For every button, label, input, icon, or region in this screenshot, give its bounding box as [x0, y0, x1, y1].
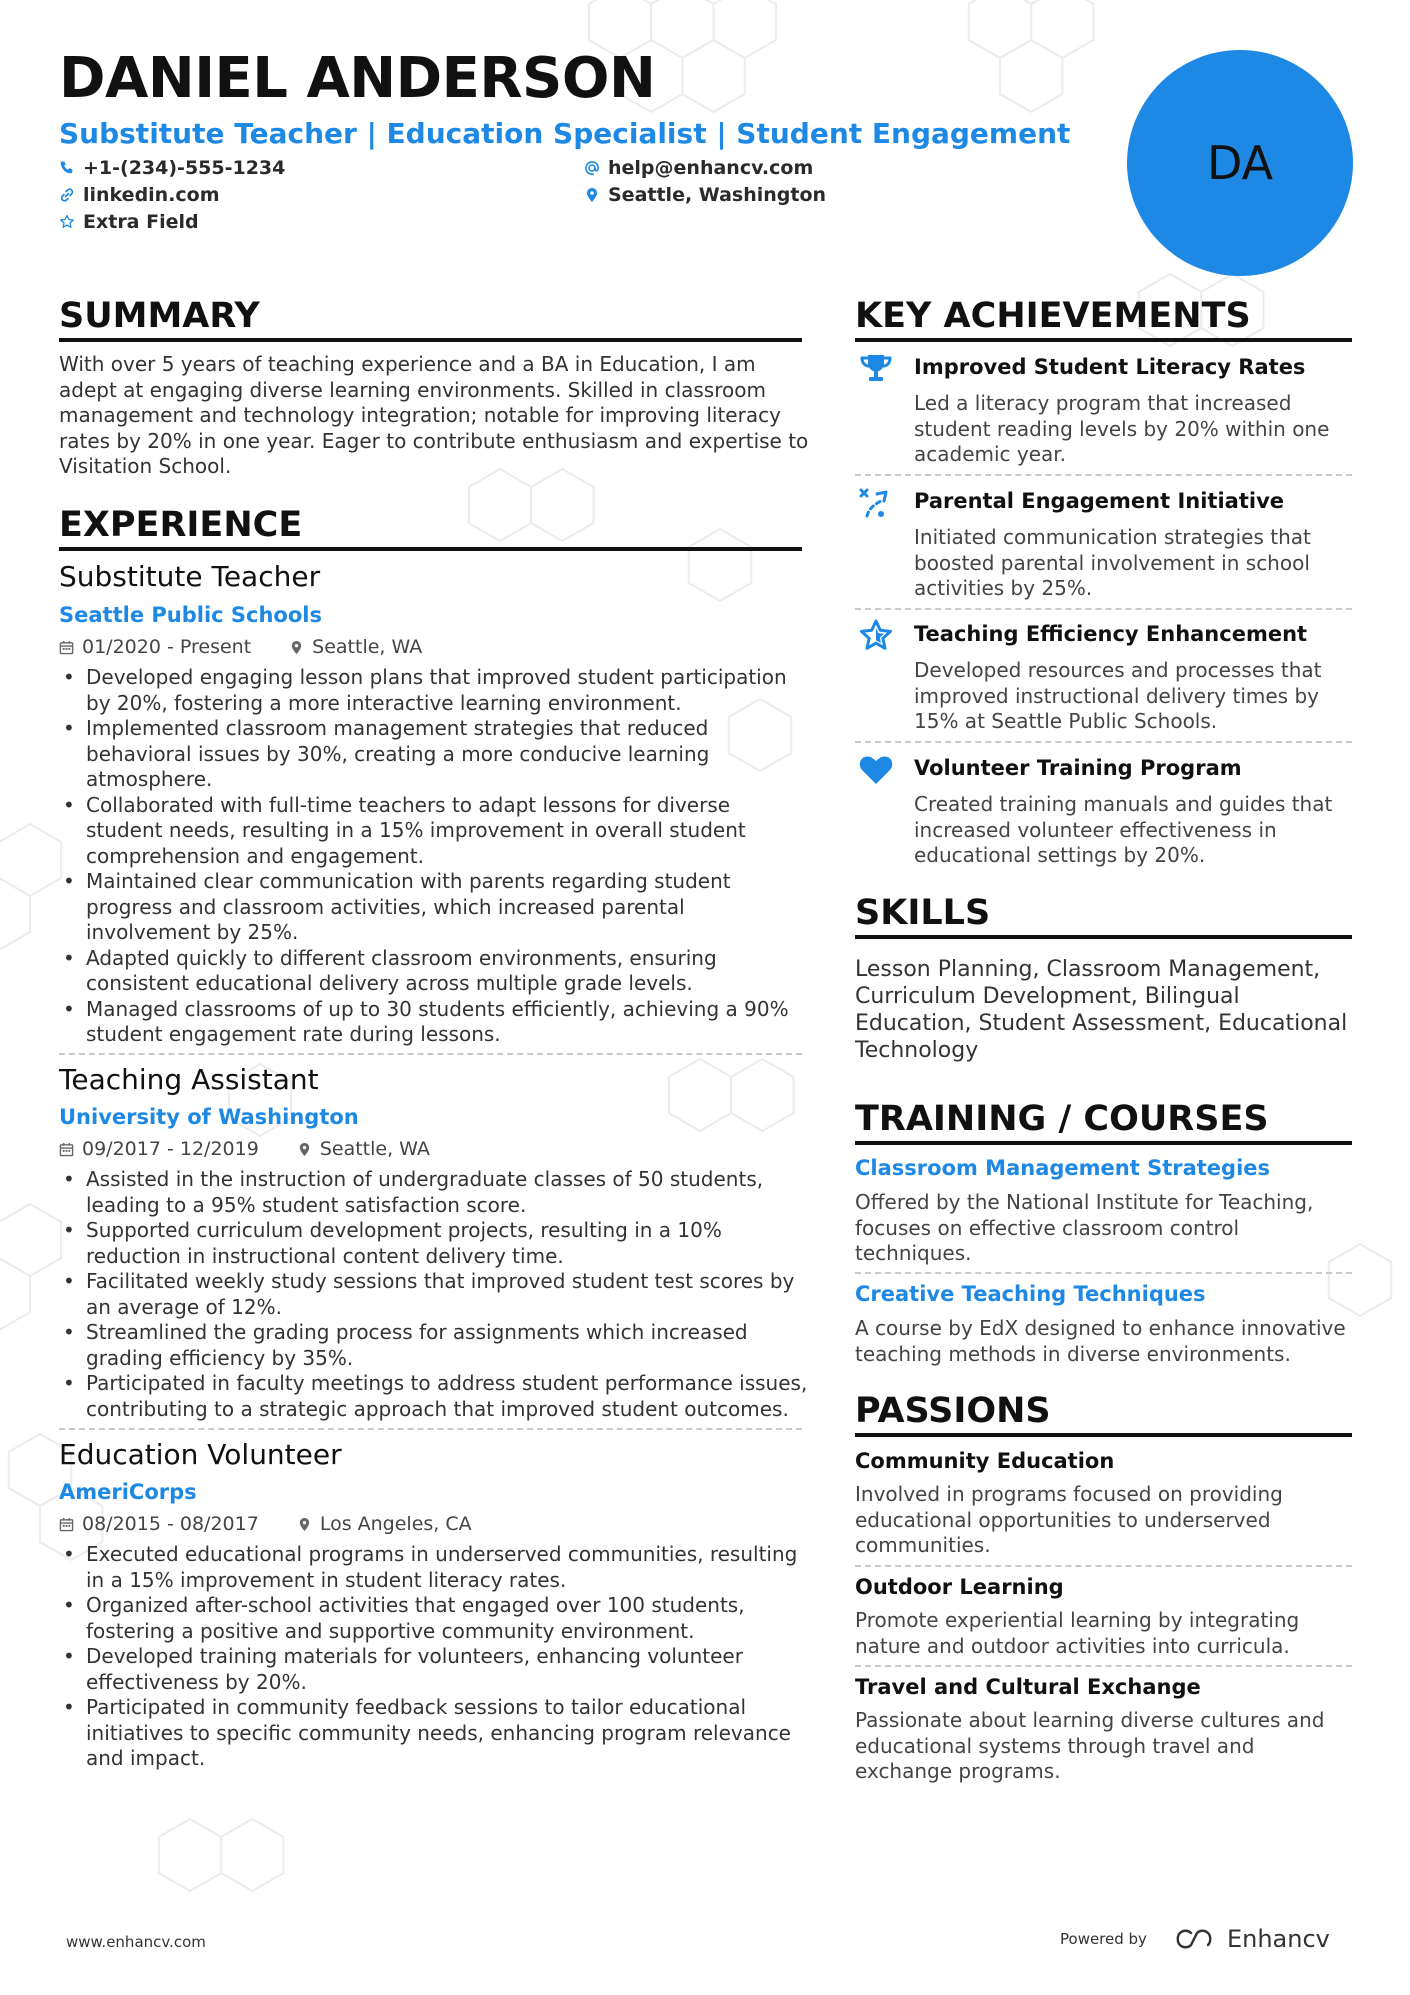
- at-icon: [584, 160, 600, 176]
- job-title: Education Volunteer: [59, 1438, 342, 1471]
- footer-powered: [1060, 1925, 1330, 1953]
- skills-heading: SKILLS: [855, 893, 1352, 939]
- bullet-item: • Maintained clear communication with parents regarding student progress and classroom activities, which increased parental involvement by 25%.: [59, 869, 809, 946]
- bullet-item: • Participated in faculty meetings to address student performance issues, contributing to a strategic approach that improved student outcomes.: [59, 1371, 809, 1422]
- divider: [855, 474, 1352, 476]
- bullet-item: • Streamlined the grading process for assignments which increased grading efficiency by 35%.: [59, 1320, 809, 1371]
- job-dates: 08/2015 - 08/2017: [82, 1513, 259, 1535]
- divider: [855, 741, 1352, 743]
- job-meta: [59, 1513, 472, 1535]
- job-bullets: [59, 665, 809, 1048]
- passion-title: Travel and Cultural Exchange: [855, 1675, 1201, 1699]
- linkedin-text: linkedin.com: [83, 184, 220, 206]
- bullet-item: • Developed training materials for volunteers, enhancing volunteer effectiveness by 20%.: [59, 1644, 809, 1695]
- achievements-heading: KEY ACHIEVEMENTS: [855, 296, 1352, 342]
- job-company: Seattle Public Schools: [59, 603, 322, 627]
- training-heading: TRAINING / COURSES: [855, 1099, 1352, 1145]
- passion-title: Outdoor Learning: [855, 1575, 1064, 1599]
- location-contact: [584, 184, 826, 206]
- job-company: University of Washington: [59, 1105, 359, 1129]
- job-bullets: [59, 1167, 809, 1422]
- location-pin-icon: [297, 1517, 312, 1532]
- location-text: Seattle, Washington: [608, 184, 827, 206]
- achievement-desc: Created training manuals and guides that increased volunteer effectiveness in educational settings by 20%.: [914, 792, 1333, 867]
- passion-desc: Involved in programs focused on providing educational opportunities to underserved communities.: [855, 1482, 1283, 1557]
- bullet-item: • Assisted in the instruction of undergraduate classes of 50 students, leading to a 95% student satisfaction score.: [59, 1167, 809, 1218]
- achievement-title: Volunteer Training Program: [914, 756, 1242, 780]
- avatar-initials: DA: [1127, 50, 1353, 276]
- divider: [855, 608, 1352, 610]
- passion-desc: Passionate about learning diverse cultures and educational systems through travel and exchange programs.: [855, 1708, 1325, 1783]
- candidate-name: DANIEL ANDERSON: [59, 46, 656, 111]
- bullet-item: • Collaborated with full-time teachers to adapt lessons for diverse student needs, resulting in a 15% improvement in overall student comprehension and engagement.: [59, 793, 809, 870]
- job-meta: [59, 1138, 430, 1160]
- location-pin-icon: [297, 1142, 312, 1157]
- bullet-item: • Organized after-school activities that engaged over 100 students, fostering a positive and supportive community environment.: [59, 1593, 809, 1644]
- calendar-icon: [59, 1517, 74, 1532]
- job-location: Seattle, WA: [319, 1138, 430, 1160]
- summary-text: With over 5 years of teaching experience and a BA in Education, I am adept at engaging diverse learning environments. Skilled in classroom management and technology integration; notable for improving literacy rates by 20% in one year. Eager to contribute enthusiasm and expertise to Visitation School.: [59, 352, 809, 478]
- job-location: Los Angeles, CA: [319, 1513, 472, 1535]
- passions-heading: PASSIONS: [855, 1391, 1352, 1437]
- bullet-item: • Participated in community feedback sessions to tailor educational initiatives to specific community needs, enhancing program relevance and impact.: [59, 1695, 809, 1772]
- brand-name: Enhancv: [1226, 1925, 1330, 1953]
- skills-list: Lesson Planning, Classroom Management, Curriculum Development, Bilingual Education, Student Assessment, Educational Technology: [855, 957, 1348, 1063]
- calendar-icon: [59, 640, 74, 655]
- extra-field-text: Extra Field: [83, 211, 199, 233]
- heart-icon: [857, 751, 895, 789]
- phone-icon: [59, 160, 75, 176]
- job-dates: 01/2020 - Present: [82, 636, 252, 658]
- bullet-item: • Facilitated weekly study sessions that improved student test scores by an average of 12%.: [59, 1269, 809, 1320]
- job-meta: [59, 636, 422, 658]
- job-bullets: [59, 1542, 809, 1772]
- headline: Substitute Teacher | Education Specialist | Student Engagement: [59, 117, 1071, 150]
- job-dates: 09/2017 - 12/2019: [82, 1138, 259, 1160]
- job-location: Seattle, WA: [312, 636, 423, 658]
- trophy-icon: [857, 350, 895, 388]
- email-contact[interactable]: [584, 157, 813, 179]
- star-icon: [857, 617, 895, 655]
- link-icon: [59, 187, 75, 203]
- phone-text: +1-(234)-555-1234: [83, 157, 286, 179]
- bullet-item: • Executed educational programs in underserved communities, resulting in a 15% improvement in student literacy rates.: [59, 1542, 809, 1593]
- location-pin-icon: [289, 640, 304, 655]
- achievement-title: Parental Engagement Initiative: [914, 489, 1285, 513]
- achievement-desc: Developed resources and processes that improved instructional delivery times by 15% at Seattle Public Schools.: [914, 658, 1322, 733]
- achievement-title: Teaching Efficiency Enhancement: [914, 622, 1308, 646]
- experience-heading: EXPERIENCE: [59, 505, 802, 551]
- course-desc: Offered by the National Institute for Teaching, focuses on effective classroom control techniques.: [855, 1190, 1314, 1265]
- bullet-item: • Developed engaging lesson plans that improved student participation by 20%, fostering a more interactive learning environment.: [59, 665, 809, 716]
- extra-field-contact: [59, 211, 199, 233]
- bullet-item: • Managed classrooms of up to 30 students efficiently, achieving a 90% student engagement rate during lessons.: [59, 997, 809, 1048]
- divider: [59, 1053, 802, 1055]
- summary-heading: SUMMARY: [59, 296, 802, 342]
- phone-contact[interactable]: [59, 157, 285, 179]
- bullet-item: • Implemented classroom management strategies that reduced behavioral issues by 30%, creating a more conducive learning atmosphere.: [59, 716, 809, 793]
- calendar-icon: [59, 1142, 74, 1157]
- course-title: Classroom Management Strategies: [855, 1156, 1271, 1180]
- achievement-title: Improved Student Literacy Rates: [914, 355, 1306, 379]
- divider: [855, 1272, 1352, 1274]
- achievement-desc: Led a literacy program that increased student reading levels by 20% within one academic year.: [914, 391, 1330, 466]
- location-pin-icon: [584, 187, 600, 203]
- achievement-desc: Initiated communication strategies that boosted parental involvement in school activities by 25%.: [914, 525, 1311, 600]
- enhancv-logo-icon: [1171, 1927, 1217, 1951]
- job-title: Substitute Teacher: [59, 560, 321, 593]
- course-title: Creative Teaching Techniques: [855, 1282, 1206, 1306]
- passion-title: Community Education: [855, 1449, 1115, 1473]
- bullet-item: • Supported curriculum development projects, resulting in a 10% reduction in instructional content delivery time.: [59, 1218, 809, 1269]
- linkedin-contact[interactable]: [59, 184, 220, 206]
- star-outline-icon: [59, 214, 75, 230]
- job-company: AmeriCorps: [59, 1480, 197, 1504]
- divider: [855, 1565, 1352, 1567]
- bullet-item: • Adapted quickly to different classroom environments, ensuring consistent educational delivery across multiple grade levels.: [59, 946, 809, 997]
- job-title: Teaching Assistant: [59, 1063, 319, 1096]
- passion-desc: Promote experiential learning by integrating nature and outdoor activities into curricula.: [855, 1608, 1300, 1658]
- footer-website[interactable]: www.enhancv.com: [66, 1933, 206, 1951]
- email-text: help@enhancv.com: [608, 157, 814, 179]
- strategy-icon: [857, 484, 895, 522]
- powered-by-label: Powered by: [1060, 1930, 1147, 1948]
- enhancv-logo[interactable]: [1171, 1925, 1330, 1953]
- course-desc: A course by EdX designed to enhance innovative teaching methods in diverse environments.: [855, 1316, 1346, 1366]
- divider: [855, 1665, 1352, 1667]
- divider: [59, 1428, 802, 1430]
